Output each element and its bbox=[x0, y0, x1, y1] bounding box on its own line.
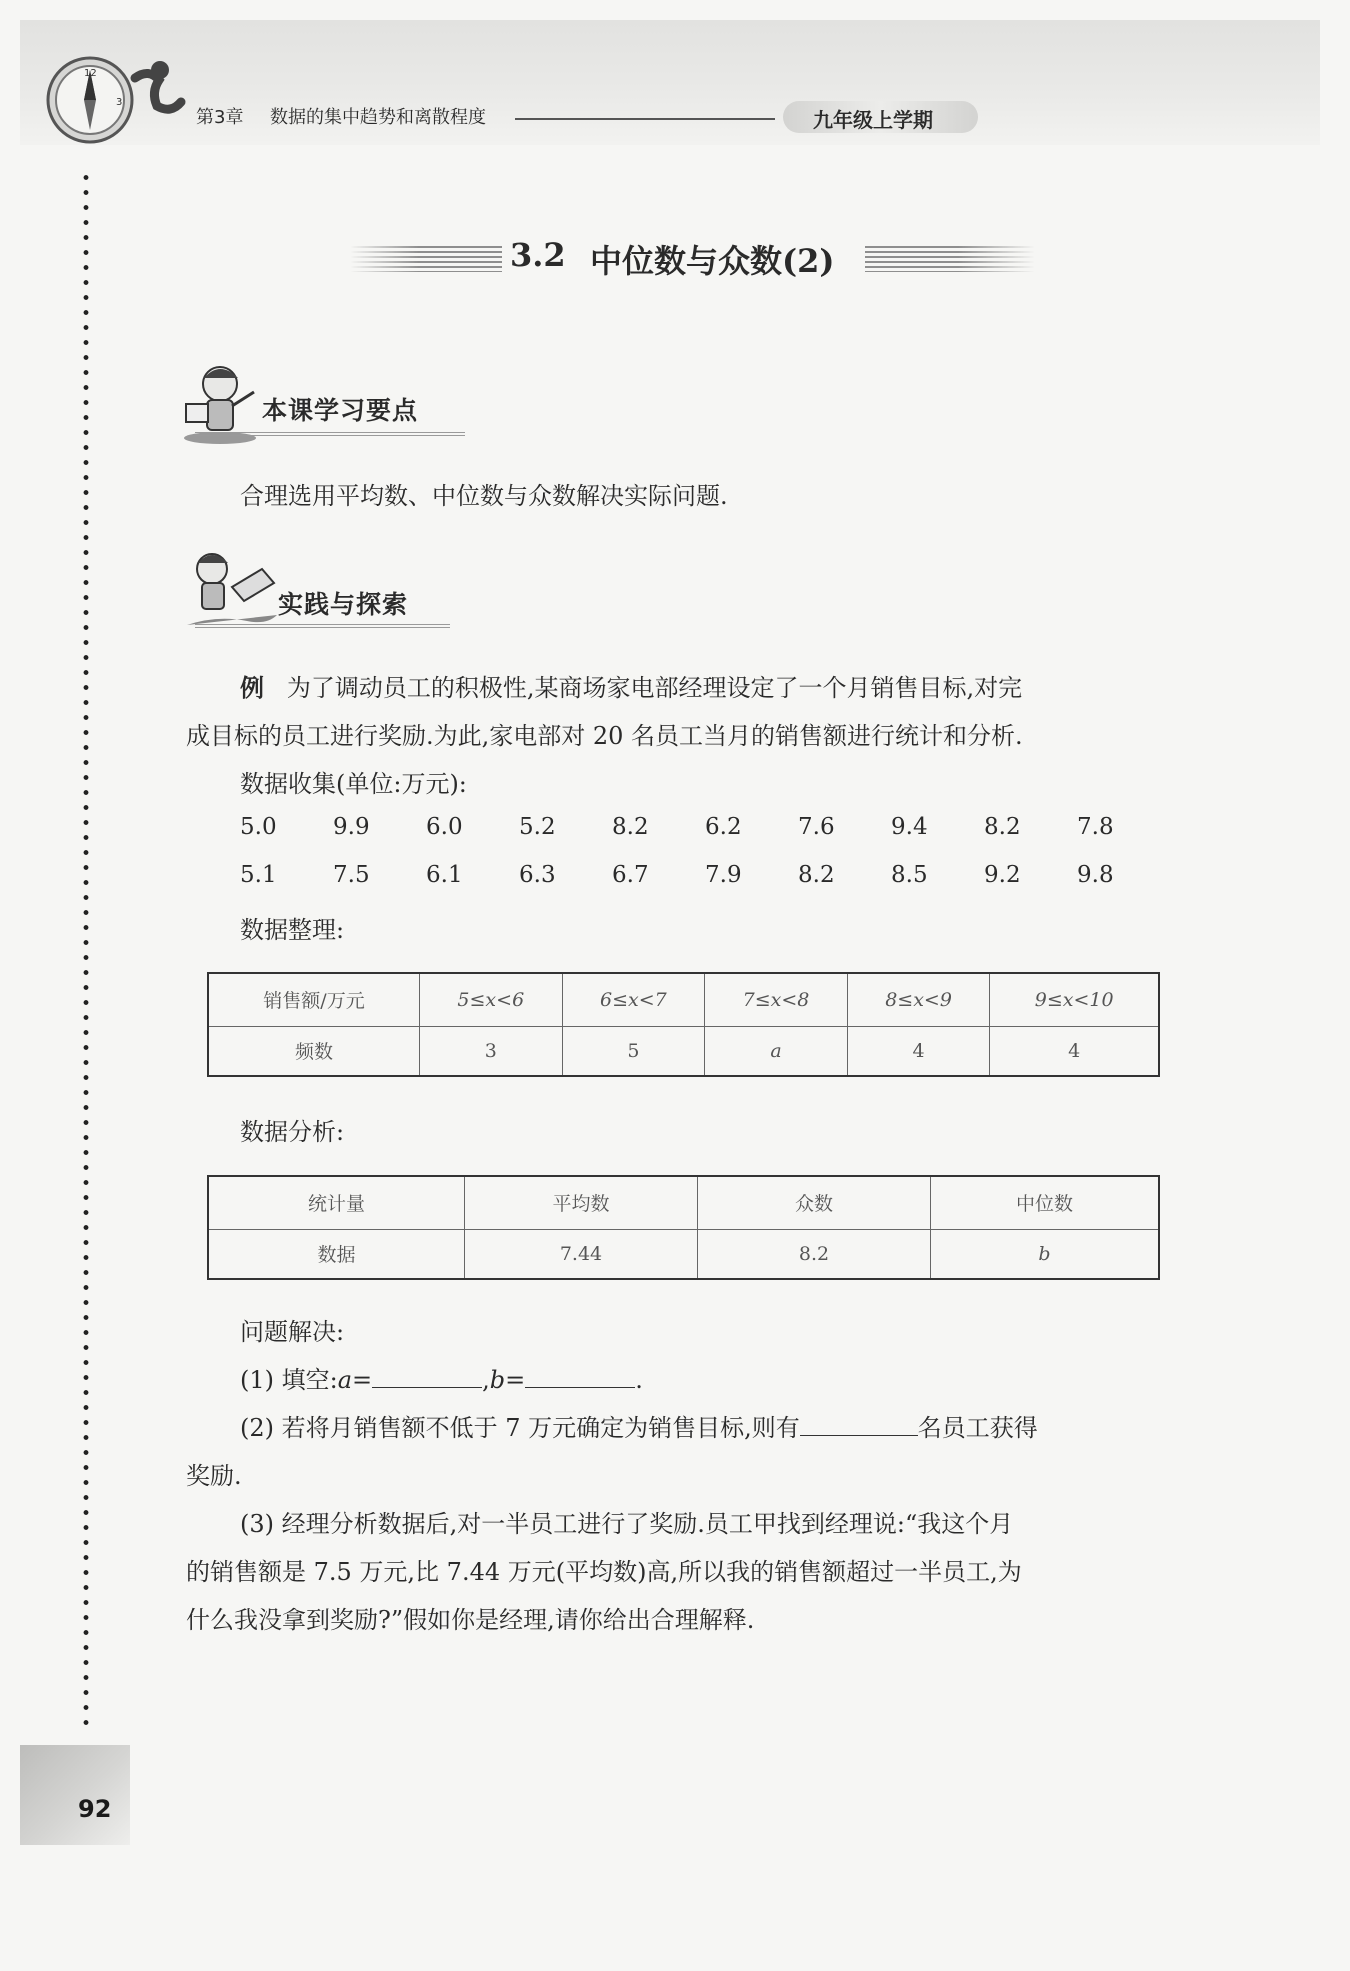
data-value: 9.4 bbox=[891, 814, 928, 840]
table-cell: 5≤x<6 bbox=[420, 973, 563, 1026]
student-writing-icon bbox=[182, 545, 282, 635]
page-number: 92 bbox=[78, 1795, 112, 1823]
table-row bbox=[208, 1176, 1159, 1229]
question-3-line3: 什么我没拿到奖励?”假如你是经理,请你给出合理解释. bbox=[186, 1606, 755, 1634]
key-points-underline bbox=[195, 432, 465, 438]
q1-var-a: a bbox=[337, 1366, 353, 1394]
collection-label: 数据收集(单位:万元): bbox=[240, 770, 467, 798]
table-cell: 9≤x<10 bbox=[990, 973, 1159, 1026]
question-2-line1 bbox=[240, 1404, 1038, 1452]
question-3-line2: 的销售额是 7.5 万元,比 7.44 万元(平均数)高,所以我的销售额超过一半员工,为 bbox=[186, 1558, 1022, 1586]
data-value: 7.9 bbox=[705, 862, 742, 888]
example-label: 例 bbox=[240, 673, 264, 702]
table-cell: 8.2 bbox=[698, 1229, 931, 1279]
chapter-label: 第3章 bbox=[196, 107, 244, 128]
analysis-label: 数据分析: bbox=[240, 1118, 345, 1146]
organize-label: 数据整理: bbox=[240, 916, 345, 944]
table-cell: b bbox=[931, 1229, 1160, 1279]
table-cell: 7≤x<8 bbox=[705, 973, 848, 1026]
data-value: 5.0 bbox=[240, 814, 277, 840]
dotted-margin bbox=[83, 170, 89, 1730]
data-value: 8.2 bbox=[798, 862, 835, 888]
table-cell: 中位数 bbox=[931, 1176, 1160, 1229]
practice-header: 实践与探索 bbox=[278, 590, 409, 619]
q1-comma: , bbox=[482, 1366, 490, 1394]
table-cell: 频数 bbox=[208, 1026, 420, 1076]
q1-var-b: b bbox=[489, 1366, 506, 1394]
data-value: 6.2 bbox=[705, 814, 742, 840]
data-value: 9.8 bbox=[1077, 862, 1114, 888]
section-title: 中位数与众数(2) bbox=[590, 242, 835, 280]
table-cell: 5 bbox=[562, 1026, 705, 1076]
key-points-header: 本课学习要点 bbox=[262, 396, 419, 425]
frequency-table bbox=[207, 972, 1160, 1077]
table-cell: 6≤x<7 bbox=[562, 973, 705, 1026]
data-row-2 bbox=[240, 862, 1170, 888]
chapter-title: 数据的集中趋势和离散程度 bbox=[270, 107, 486, 128]
data-value: 7.8 bbox=[1077, 814, 1114, 840]
question-2-line2: 奖励. bbox=[186, 1462, 242, 1490]
data-value: 8.2 bbox=[984, 814, 1021, 840]
example-intro-line1 bbox=[240, 664, 1022, 712]
title-decoration-right bbox=[865, 246, 1035, 272]
example-intro-text1: 为了调动员工的积极性,某商场家电部经理设定了一个月销售目标,对完 bbox=[286, 674, 1023, 702]
table-row bbox=[208, 1229, 1159, 1279]
answer-blank-b[interactable] bbox=[525, 1361, 635, 1388]
table-cell: 8≤x<9 bbox=[847, 973, 990, 1026]
table-row bbox=[208, 1026, 1159, 1076]
answer-blank-count[interactable] bbox=[800, 1409, 918, 1436]
table-cell: a bbox=[705, 1026, 848, 1076]
practice-underline bbox=[195, 624, 450, 630]
q2-suffix: 名员工获得 bbox=[917, 1414, 1038, 1442]
solve-label: 问题解决: bbox=[240, 1318, 345, 1346]
example-intro-line2: 成目标的员工进行奖励.为此,家电部对 20 名员工当月的销售额进行统计和分析. bbox=[186, 722, 1023, 750]
data-value: 5.1 bbox=[240, 862, 277, 888]
data-value: 6.3 bbox=[519, 862, 556, 888]
q1-eq-b: = bbox=[505, 1366, 526, 1394]
clock-number-3: 3 bbox=[116, 97, 123, 108]
data-value: 8.2 bbox=[612, 814, 649, 840]
question-3-line1: (3) 经理分析数据后,对一半员工进行了奖励.员工甲找到经理说:“我这个月 bbox=[240, 1510, 1014, 1538]
q1-eq-a: = bbox=[352, 1366, 373, 1394]
table-cell: 7.44 bbox=[465, 1229, 698, 1279]
table-cell: 数据 bbox=[208, 1229, 465, 1279]
q2-prefix: (2) 若将月销售额不低于 7 万元确定为销售目标,则有 bbox=[240, 1414, 800, 1442]
data-value: 8.5 bbox=[891, 862, 928, 888]
table-cell: 3 bbox=[420, 1026, 563, 1076]
data-value: 7.6 bbox=[798, 814, 835, 840]
question-1 bbox=[240, 1356, 643, 1404]
clock-number-12: 12 bbox=[84, 68, 97, 79]
table-cell: 4 bbox=[847, 1026, 990, 1076]
data-value: 5.2 bbox=[519, 814, 556, 840]
page-number-block bbox=[20, 1745, 130, 1845]
table-cell: 众数 bbox=[698, 1176, 931, 1229]
data-value: 9.2 bbox=[984, 862, 1021, 888]
stats-table bbox=[207, 1175, 1160, 1280]
compass-clock-icon bbox=[40, 48, 190, 148]
table-cell: 销售额/万元 bbox=[208, 973, 420, 1026]
key-points-text: 合理选用平均数、中位数与众数解决实际问题. bbox=[240, 482, 728, 510]
table-cell: 平均数 bbox=[465, 1176, 698, 1229]
header-rule bbox=[515, 118, 775, 120]
table-cell: 4 bbox=[990, 1026, 1159, 1076]
q1-end: . bbox=[635, 1366, 643, 1394]
q1-prefix: (1) 填空: bbox=[240, 1366, 338, 1394]
grade-label: 九年级上学期 bbox=[813, 108, 933, 132]
data-value: 6.0 bbox=[426, 814, 463, 840]
answer-blank-a[interactable] bbox=[372, 1361, 482, 1388]
title-decoration-left bbox=[350, 246, 502, 272]
section-number: 3.2 bbox=[510, 236, 566, 274]
data-value: 6.1 bbox=[426, 862, 463, 888]
table-row bbox=[208, 973, 1159, 1026]
data-value: 9.9 bbox=[333, 814, 370, 840]
data-row-1 bbox=[240, 814, 1170, 840]
table-cell: 统计量 bbox=[208, 1176, 465, 1229]
data-value: 6.7 bbox=[612, 862, 649, 888]
data-value: 7.5 bbox=[333, 862, 370, 888]
